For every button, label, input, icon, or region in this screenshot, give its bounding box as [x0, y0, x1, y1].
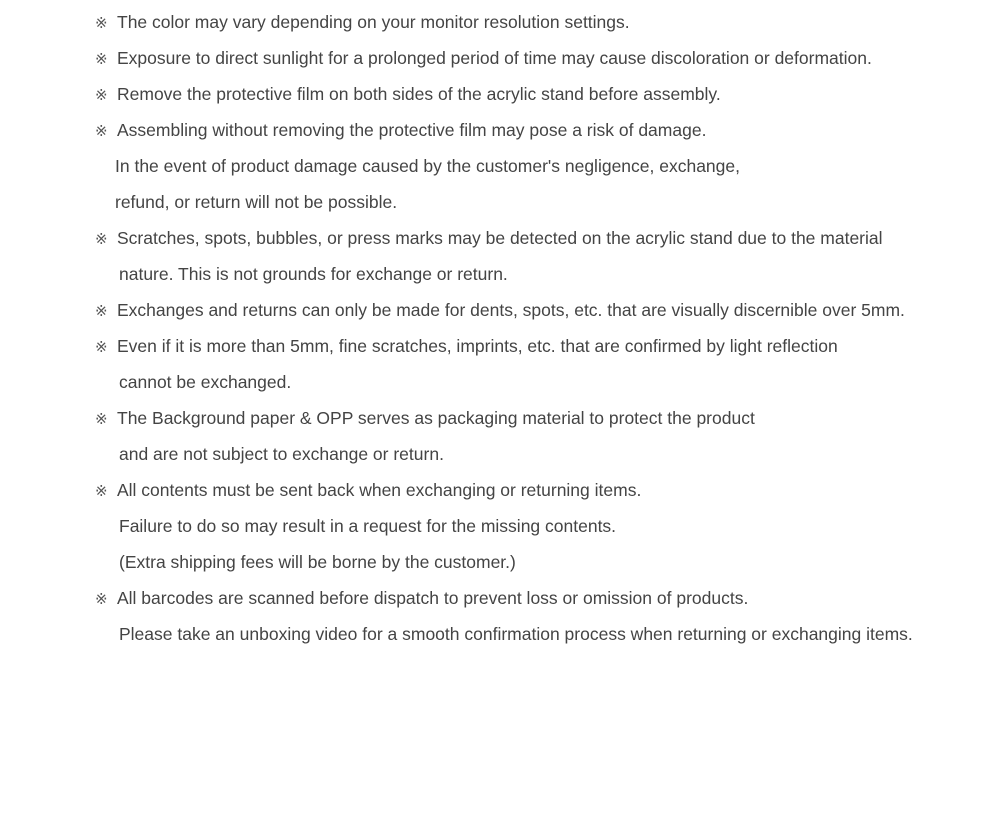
notice-item-assembly-damage — [95, 112, 995, 220]
notice-item-color — [95, 4, 995, 40]
notice-item-exchange-criteria — [95, 292, 995, 328]
notice-continuation-line: Failure to do so may result in a request for the missing contents. — [119, 516, 617, 536]
notice-line — [95, 580, 995, 616]
reference-mark-icon: ※ — [95, 410, 108, 428]
notice-text: All contents must be sent back when exchanging or returning items. — [117, 480, 642, 500]
reference-mark-icon: ※ — [95, 230, 108, 248]
notice-text: Scratches, spots, bubbles, or press marks may be detected on the acrylic stand due to the material — [117, 228, 883, 248]
notice-line — [95, 400, 995, 436]
notice-text: The Background paper & OPP serves as packaging material to protect the product — [117, 408, 755, 428]
notice-text: Assembling without removing the protective film may pose a risk of damage. — [117, 120, 707, 140]
notice-item-return-contents — [95, 472, 995, 580]
notice-text: Exchanges and returns can only be made for dents, spots, etc. that are visually discernible over 5mm. — [117, 300, 905, 320]
notice-continuation-line: In the event of product damage caused by the customer's negligence, exchange, — [115, 156, 740, 176]
reference-mark-icon: ※ — [95, 482, 108, 500]
notice-text: Even if it is more than 5mm, fine scratches, imprints, etc. that are confirmed by light reflection — [117, 336, 838, 356]
notice-line — [95, 292, 995, 328]
notice-text: Exposure to direct sunlight for a prolonged period of time may cause discoloration or deformation. — [117, 48, 872, 68]
reference-mark-icon: ※ — [95, 14, 108, 32]
notice-text: Remove the protective film on both sides of the acrylic stand before assembly. — [117, 84, 721, 104]
notice-continuation-line: nature. This is not grounds for exchange or return. — [119, 264, 508, 284]
notice-continuation-line: (Extra shipping fees will be borne by the customer.) — [119, 552, 516, 572]
reference-mark-icon: ※ — [95, 122, 108, 140]
notice-item-sunlight — [95, 40, 995, 76]
notice-item-protective-film — [95, 76, 995, 112]
notice-line — [95, 472, 995, 508]
notice-continuation-line: Please take an unboxing video for a smooth confirmation process when returning or exchanging items. — [119, 624, 913, 644]
notice-line — [95, 76, 995, 112]
notice-item-barcodes — [95, 580, 995, 652]
notice-line — [95, 4, 995, 40]
notice-line — [95, 112, 995, 148]
reference-mark-icon: ※ — [95, 590, 108, 608]
notice-text: All barcodes are scanned before dispatch to prevent loss or omission of products. — [117, 588, 749, 608]
notice-item-packaging — [95, 400, 995, 472]
notice-continuation-line: cannot be exchanged. — [119, 372, 292, 392]
notice-line — [95, 220, 995, 256]
notice-text: The color may vary depending on your monitor resolution settings. — [117, 12, 630, 32]
notice-continuation-line: and are not subject to exchange or return. — [119, 444, 444, 464]
notice-continuation-line: refund, or return will not be possible. — [115, 192, 398, 212]
notice-item-scratches — [95, 220, 995, 292]
reference-mark-icon: ※ — [95, 338, 108, 356]
notice-line — [95, 328, 995, 364]
notice-line — [95, 40, 995, 76]
reference-mark-icon: ※ — [95, 86, 108, 104]
reference-mark-icon: ※ — [95, 302, 108, 320]
notice-item-fine-scratches — [95, 328, 995, 400]
reference-mark-icon: ※ — [95, 50, 108, 68]
notice-list — [95, 4, 995, 652]
